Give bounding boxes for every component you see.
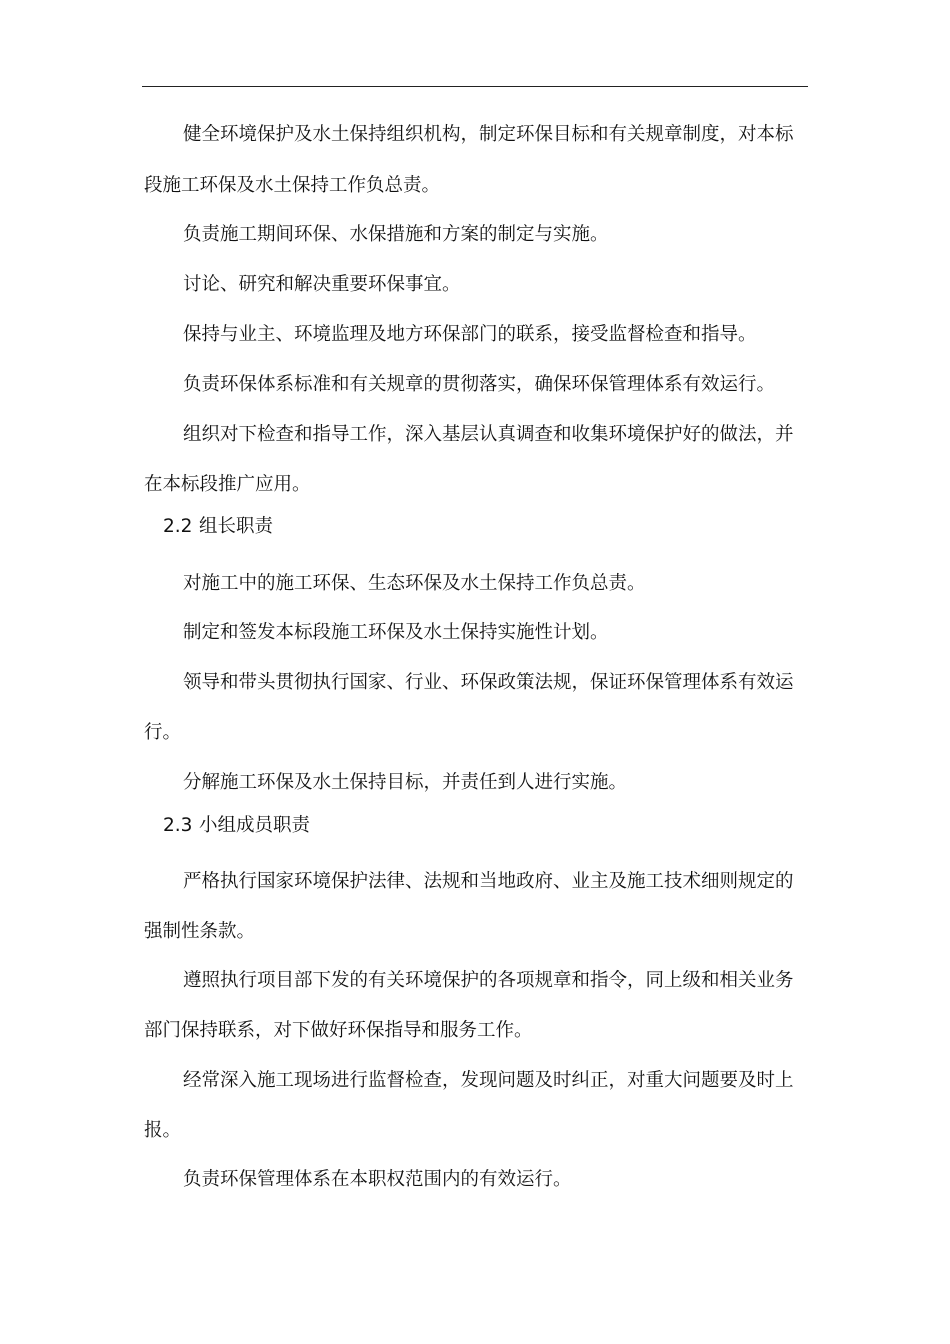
paragraph-liaison: 保持与业主、环境监理及地方环保部门的联系，接受监督检查和指导。 (183, 324, 757, 345)
paragraph-site-supervision-line1: 经常深入施工现场进行监督检查，发现问题及时纠正，对重大问题要及时上 (183, 1070, 794, 1091)
section-heading-2-3 (163, 813, 809, 839)
section-heading-2-2 (163, 514, 809, 540)
paragraph-plan-implement: 负责施工期间环保、水保措施和方案的制定与实施。 (183, 224, 609, 245)
paragraph-org-setup-line1: 健全环境保护及水土保持组织机构，制定环保目标和有关规章制度，对本标 (183, 124, 794, 145)
paragraph-follow-rules-line2: 部门保持联系，对下做好环保指导和服务工作。 (144, 1020, 533, 1041)
paragraph-strict-execution-line1: 严格执行国家环境保护法律、法规和当地政府、业主及施工技术细则规定的 (183, 871, 794, 892)
paragraph-discuss: 讨论、研究和解决重要环保事宜。 (183, 274, 461, 295)
paragraph-decompose-goals: 分解施工环保及水土保持目标，并责任到人进行实施。 (183, 772, 628, 793)
paragraph-site-supervision-line2: 报。 (144, 1120, 182, 1141)
paragraph-strict-execution-line2: 强制性条款。 (144, 921, 256, 942)
section-number: 2.2 (163, 516, 193, 537)
paragraph-inspection-line2: 在本标段推广应用。 (144, 474, 311, 495)
section-number: 2.3 (163, 815, 193, 836)
paragraph-inspection-line1: 组织对下检查和指导工作，深入基层认真调查和收集环境保护好的做法，并 (183, 424, 794, 445)
paragraph-org-setup-line2: 段施工环保及水土保持工作负总责。 (144, 175, 441, 196)
section-title: 组长职责 (199, 516, 274, 537)
paragraph-lead-policy-line2: 行。 (144, 722, 182, 743)
header-rule (142, 86, 808, 87)
paragraph-standards: 负责环保体系标准和有关规章的贯彻落实，确保环保管理体系有效运行。 (183, 374, 776, 395)
paragraph-lead-policy-line1: 领导和带头贯彻执行国家、行业、环保政策法规，保证环保管理体系有效运 (183, 672, 794, 693)
paragraph-overall-responsibility: 对施工中的施工环保、生态环保及水土保持工作负总责。 (183, 573, 646, 594)
paragraph-system-operation: 负责环保管理体系在本职权范围内的有效运行。 (183, 1169, 572, 1190)
section-title: 小组成员职责 (199, 815, 311, 836)
paragraph-follow-rules-line1: 遵照执行项目部下发的有关环境保护的各项规章和指令，同上级和相关业务 (183, 970, 794, 991)
paragraph-issue-plan: 制定和签发本标段施工环保及水土保持实施性计划。 (183, 622, 609, 643)
